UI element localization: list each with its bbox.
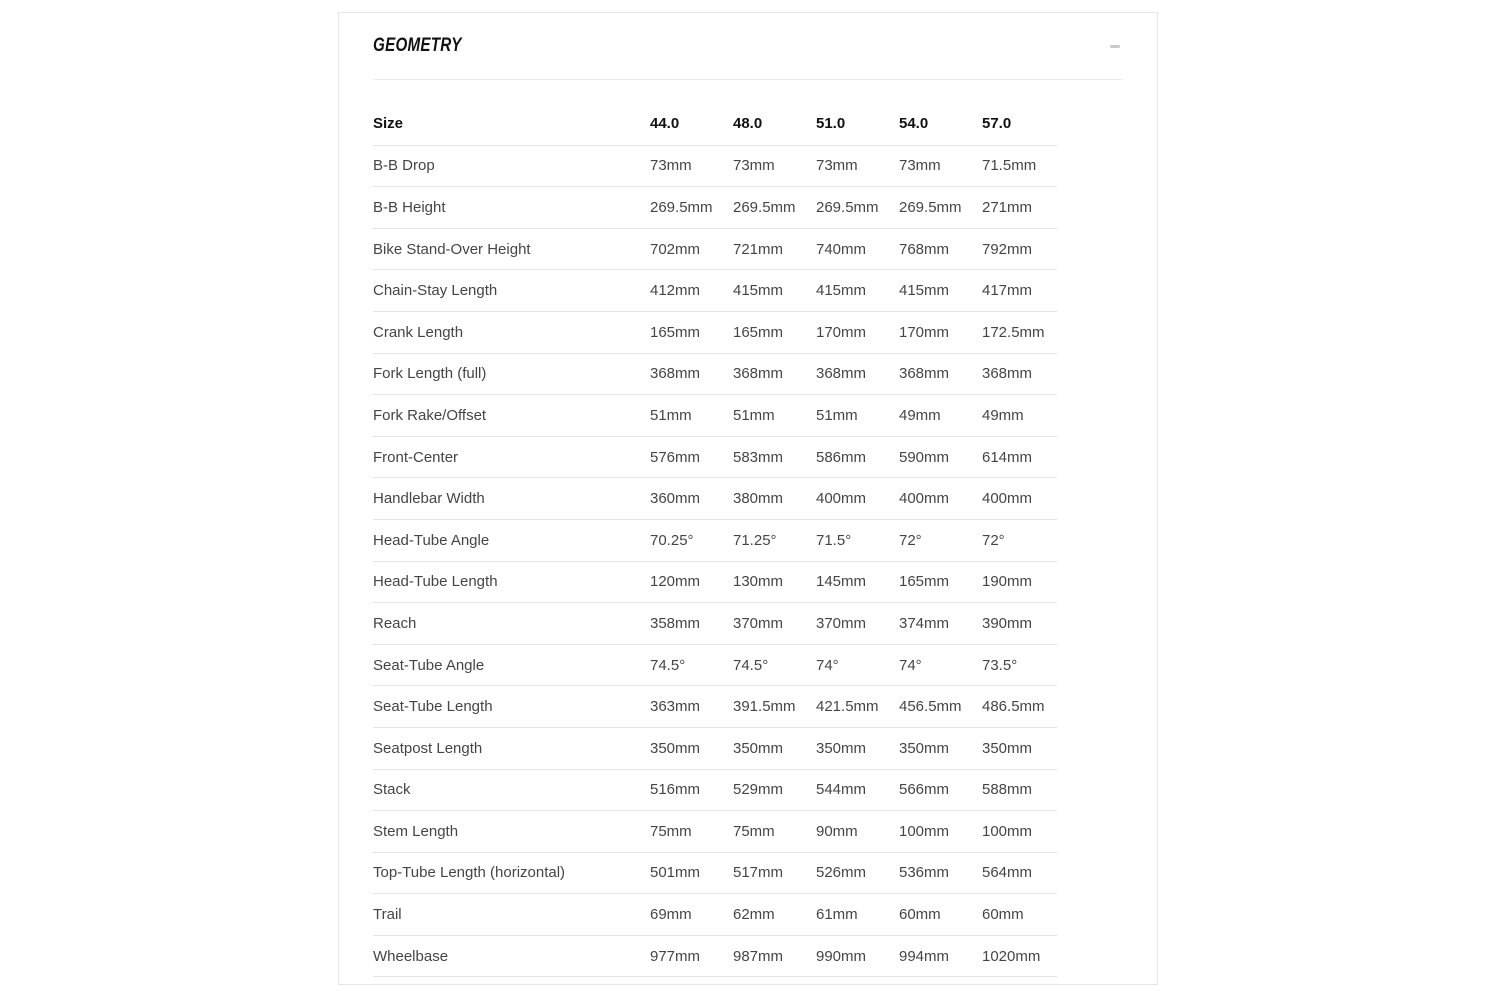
row-value: 350mm [650,739,701,757]
table-row [373,852,1057,894]
row-label: Seat-Tube Length [373,698,493,716]
table-row [373,145,1057,187]
table-row [373,769,1057,811]
row-value: 165mm [899,573,950,591]
row-value: 526mm [816,864,867,882]
row-value: 400mm [899,490,950,508]
row-value: 72° [982,531,1005,549]
row-value: 529mm [733,781,784,799]
row-label: Chain-Stay Length [373,282,498,300]
row-value: 51mm [816,406,858,424]
row-label: Stem Length [373,822,459,840]
row-value: 358mm [650,614,701,632]
row-value: 49mm [899,406,941,424]
row-value: 120mm [650,573,701,591]
row-value: 390mm [982,614,1033,632]
row-value: 60mm [899,906,941,924]
row-value: 74° [816,656,839,674]
row-value: 614mm [982,448,1033,466]
row-label: Stack [373,781,411,799]
row-value: 977mm [650,947,701,965]
row-value: 100mm [899,822,950,840]
column-header-51: 51.0 [816,115,846,133]
row-value: 501mm [650,864,701,882]
row-label: Seat-Tube Angle [373,656,485,674]
row-value: 69mm [650,906,692,924]
row-value: 271mm [982,198,1033,216]
row-value: 368mm [899,365,950,383]
row-value: 516mm [650,781,701,799]
row-value: 51mm [733,406,775,424]
row-label: Trail [373,906,402,924]
table-row [373,436,1057,478]
row-value: 74° [899,656,922,674]
row-value: 70.25° [650,531,694,549]
row-value: 792mm [982,240,1033,258]
row-value: 412mm [650,282,701,300]
row-value: 71.25° [733,531,777,549]
row-value: 415mm [816,282,867,300]
row-value: 368mm [982,365,1033,383]
row-value: 269.5mm [733,198,796,216]
row-value: 73.5° [982,656,1018,674]
row-value: 564mm [982,864,1033,882]
column-header-57: 57.0 [982,115,1012,133]
row-value: 350mm [816,739,867,757]
row-value: 73mm [816,157,858,175]
row-value: 370mm [733,614,784,632]
table-row [373,810,1057,852]
row-value: 417mm [982,282,1033,300]
section-title: GEOMETRY [373,35,462,56]
row-label: Head-Tube Length [373,573,498,591]
row-value: 74.5° [733,656,769,674]
geometry-table [373,103,1057,977]
row-value: 145mm [816,573,867,591]
column-header-size: Size [373,115,404,133]
row-value: 370mm [816,614,867,632]
row-value: 100mm [982,822,1033,840]
geometry-card-content [339,103,1157,977]
row-value: 49mm [982,406,1024,424]
row-value: 73mm [733,157,775,175]
row-value: 172.5mm [982,323,1045,341]
row-value: 51mm [650,406,692,424]
row-label: Top-Tube Length (horizontal) [373,864,566,882]
row-value: 588mm [982,781,1033,799]
row-value: 73mm [650,157,692,175]
row-value: 350mm [982,739,1033,757]
row-value: 90mm [816,822,858,840]
row-value: 415mm [899,282,950,300]
row-value: 368mm [650,365,701,383]
row-label: B-B Height [373,198,446,216]
geometry-card-header [373,13,1123,80]
column-header-44: 44.0 [650,115,680,133]
row-value: 75mm [733,822,775,840]
table-row [373,477,1057,519]
table-row [373,311,1057,353]
row-value: 72° [899,531,922,549]
row-value: 269.5mm [650,198,713,216]
table-row [373,644,1057,686]
table-row [373,893,1057,935]
row-value: 165mm [733,323,784,341]
row-value: 269.5mm [816,198,879,216]
row-value: 61mm [816,906,858,924]
row-value: 702mm [650,240,701,258]
row-label: Wheelbase [373,947,449,965]
collapse-icon[interactable] [1110,45,1120,48]
table-row [373,353,1057,395]
row-value: 590mm [899,448,950,466]
row-value: 400mm [982,490,1033,508]
row-label: Front-Center [373,448,459,466]
table-row [373,685,1057,727]
row-value: 165mm [650,323,701,341]
row-value: 1020mm [982,947,1041,965]
table-row [373,519,1057,561]
row-value: 380mm [733,490,784,508]
table-row [373,935,1057,977]
row-value: 990mm [816,947,867,965]
row-value: 62mm [733,906,775,924]
row-value: 566mm [899,781,950,799]
row-value: 170mm [899,323,950,341]
row-value: 456.5mm [899,698,962,716]
row-value: 544mm [816,781,867,799]
row-value: 486.5mm [982,698,1045,716]
row-value: 768mm [899,240,950,258]
geometry-card [338,12,1158,985]
row-value: 170mm [816,323,867,341]
row-value: 586mm [816,448,867,466]
row-value: 360mm [650,490,701,508]
table-row [373,269,1057,311]
row-value: 71.5mm [982,157,1037,175]
row-label: Bike Stand-Over Height [373,240,531,258]
row-label: Handlebar Width [373,490,485,508]
row-value: 400mm [816,490,867,508]
row-value: 75mm [650,822,692,840]
row-value: 71.5° [816,531,852,549]
row-label: Fork Length (full) [373,365,487,383]
row-label: Reach [373,614,417,632]
row-value: 415mm [733,282,784,300]
column-header-54: 54.0 [899,115,929,133]
table-row [373,228,1057,270]
table-row [373,394,1057,436]
row-value: 269.5mm [899,198,962,216]
table-row [373,727,1057,769]
row-value: 994mm [899,947,950,965]
row-label: Crank Length [373,323,464,341]
row-value: 536mm [899,864,950,882]
row-value: 190mm [982,573,1033,591]
row-label: Seatpost Length [373,739,483,757]
row-value: 740mm [816,240,867,258]
row-value: 130mm [733,573,784,591]
row-value: 987mm [733,947,784,965]
column-header-48: 48.0 [733,115,763,133]
row-value: 721mm [733,240,784,258]
table-body [373,145,1057,978]
table-row [373,602,1057,644]
row-value: 350mm [899,739,950,757]
row-value: 73mm [899,157,941,175]
row-value: 421.5mm [816,698,879,716]
row-value: 374mm [899,614,950,632]
table-row [373,561,1057,603]
row-value: 60mm [982,906,1024,924]
row-value: 350mm [733,739,784,757]
row-value: 583mm [733,448,784,466]
row-label: B-B Drop [373,157,435,175]
table-row [373,186,1057,228]
row-value: 576mm [650,448,701,466]
row-value: 368mm [733,365,784,383]
row-value: 517mm [733,864,784,882]
table-header-row [373,103,1057,145]
row-value: 368mm [816,365,867,383]
row-value: 363mm [650,698,701,716]
row-value: 74.5° [650,656,686,674]
row-label: Head-Tube Angle [373,531,490,549]
row-value: 391.5mm [733,698,796,716]
row-label: Fork Rake/Offset [373,406,487,424]
